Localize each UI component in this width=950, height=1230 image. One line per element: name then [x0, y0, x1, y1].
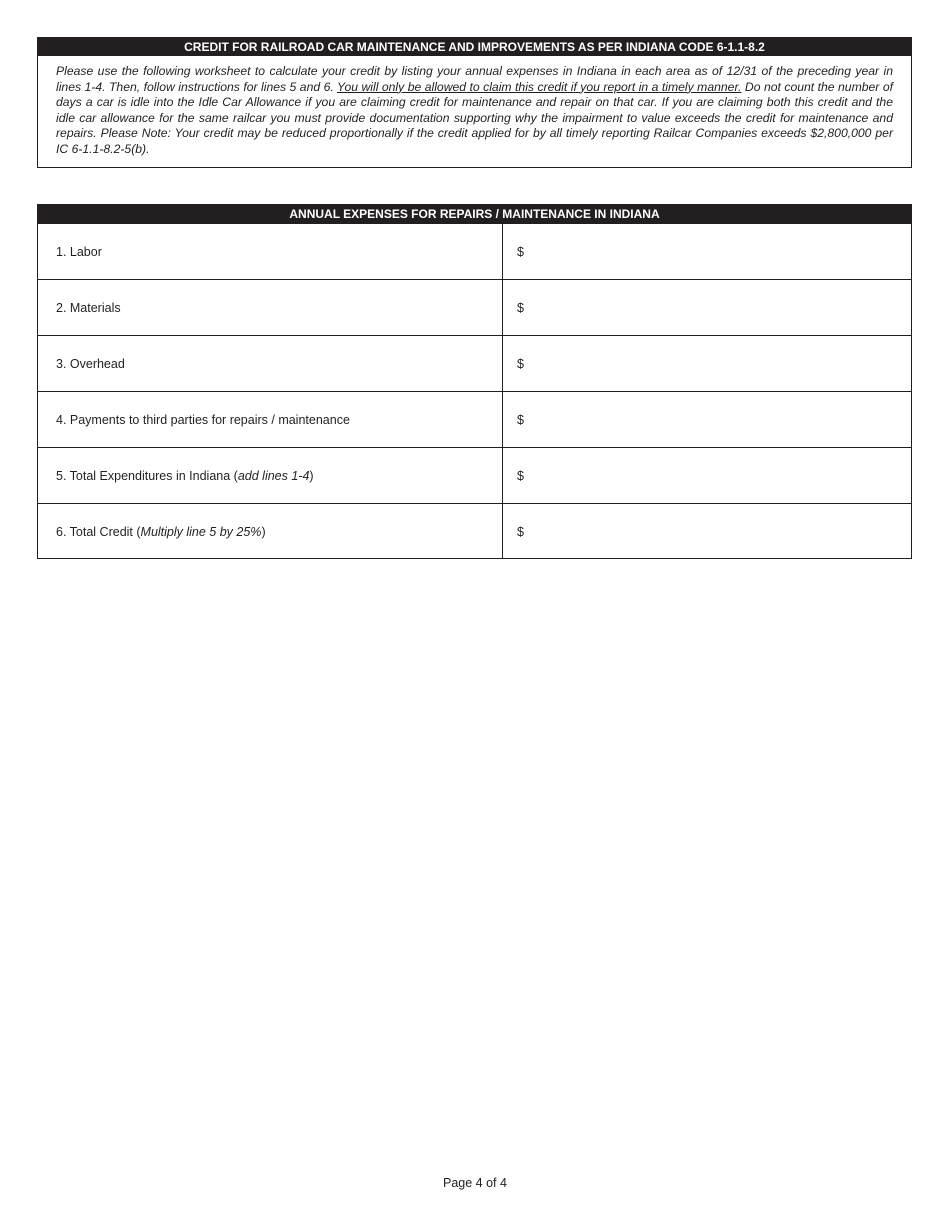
row-label: 5. Total Expenditures in Indiana ( add lines 1-4 ): [38, 448, 503, 503]
dollar-sign: $: [517, 244, 524, 259]
third-party-payments-amount-input[interactable]: [530, 412, 894, 428]
overhead-amount-input[interactable]: [530, 356, 894, 372]
row-label: 4. Payments to third parties for repairs / maintenance: [38, 392, 503, 447]
labor-amount-input[interactable]: [530, 244, 894, 260]
page-number: Page 4 of 4: [443, 1176, 507, 1190]
credit-section-title: CREDIT FOR RAILROAD CAR MAINTENANCE AND IMPROVEMENTS AS PER INDIANA CODE 6-1.1-8.2: [38, 38, 911, 56]
total-expenditures-amount-input[interactable]: [530, 468, 894, 484]
expense-row-total-expenditures: [38, 447, 911, 503]
materials-amount-input[interactable]: [530, 300, 894, 316]
expense-row-third-party-payments: [38, 391, 911, 447]
expense-row-labor: [38, 223, 911, 279]
dollar-sign: $: [517, 524, 524, 539]
instructions-text-2: Do not count the number of days a car is idle into the Idle Car Allowance if you are claiming credit for maintenance and repair on that car. If you are claiming both this credit and the idle car allowance for the same railcar you must provide documentation supporting why the impairment to value exceeds the credit for maintenance and repairs. Please Note: Your credit may be reduced proportionally if the credit applied for by all timely reporting Railcar Companies exceeds $2,800,000 per IC 6-1.1-8.2-5(b).: [56, 79, 893, 156]
row-label: 2. Materials: [38, 280, 503, 335]
expense-row-total-credit: [38, 503, 911, 559]
expenses-section: [37, 204, 912, 559]
expenses-section-title: ANNUAL EXPENSES FOR REPAIRS / MAINTENANCE IN INDIANA: [38, 205, 911, 223]
dollar-sign: $: [517, 356, 524, 371]
amount-cell: [503, 336, 911, 391]
expense-row-overhead: [38, 335, 911, 391]
credit-instructions: [38, 56, 911, 158]
instructions-timely-notice: You will only be allowed to claim this credit if you report in a timely manner.: [337, 79, 742, 94]
row-label: 3. Overhead: [38, 336, 503, 391]
amount-cell: [503, 224, 911, 279]
amount-cell: [503, 504, 911, 559]
instructions-text-1: Please use the following worksheet to calculate your credit by listing your annual expenses in Indiana in each area as of 12/31 of the preceding year in lines 1-4. Then, follow instructions for lines 5 and 6.: [56, 64, 893, 94]
amount-cell: [503, 448, 911, 503]
row-instruction-note: add lines 1-4: [237, 468, 310, 483]
dollar-sign: $: [517, 300, 524, 315]
row-label: 6. Total Credit ( Multiply line 5 by 25% ): [38, 504, 503, 559]
credit-section: [37, 37, 912, 168]
expense-row-materials: [38, 279, 911, 335]
dollar-sign: $: [517, 468, 524, 483]
row-label: 1. Labor: [38, 224, 503, 279]
amount-cell: [503, 280, 911, 335]
total-credit-amount-input[interactable]: [530, 524, 894, 540]
row-instruction-note: Multiply line 5 by 25%: [140, 524, 262, 539]
dollar-sign: $: [517, 412, 524, 427]
amount-cell: [503, 392, 911, 447]
